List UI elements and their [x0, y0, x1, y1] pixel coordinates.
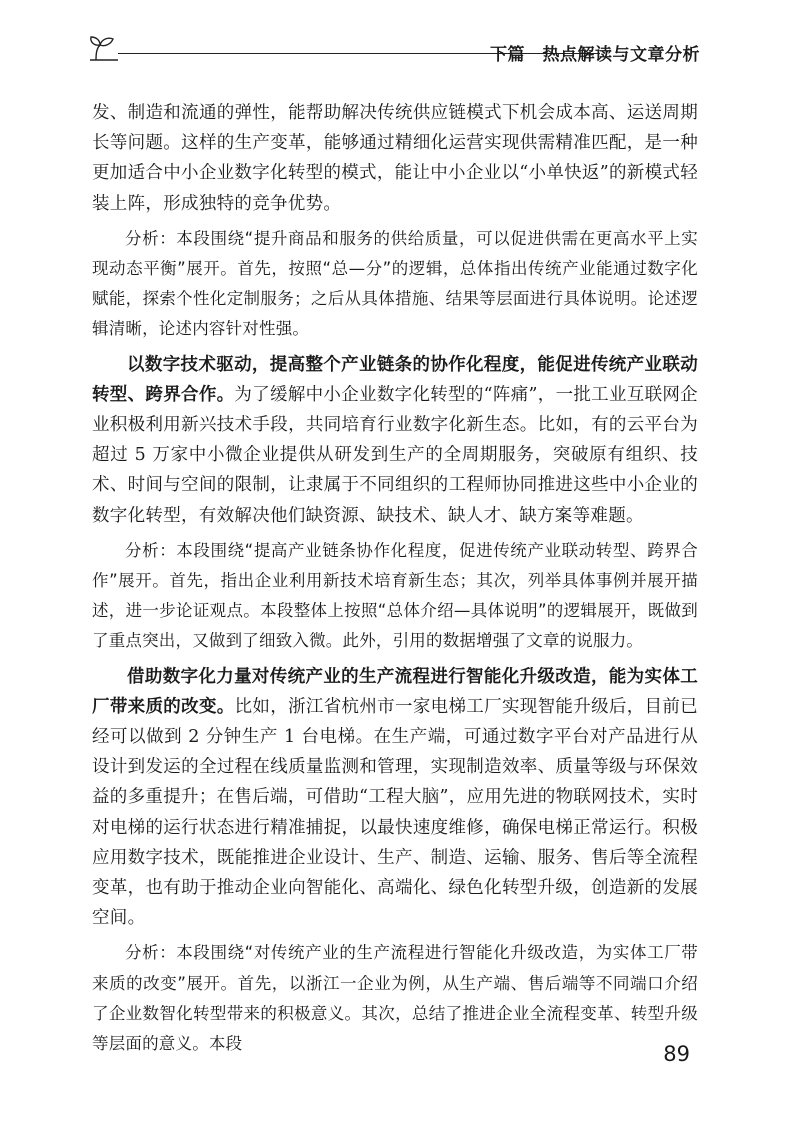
sprout-icon — [88, 34, 120, 64]
paragraph-lead-sentence: 借助数字化力量对传统产业的生产流程进行智能化升级改造，能为实体工厂带来质的改变。 — [92, 666, 698, 717]
body-paragraph — [92, 350, 698, 531]
section-title: 下篇 热点解读与文章分析 — [490, 45, 700, 65]
page-body — [92, 98, 698, 1064]
paragraph-text: 比如，浙江省杭州市一家电梯工厂实现智能升级后，目前已经可以做到 2 分钟生产 1 台电梯。在生产端，可通过数字平台对产品进行从设计到发运的全过程在线质量监测和管理，实现制造效率、质量等级与环保效益的多重提升；在售后端，可借助“工程大脑”，应用先进的物联网技术，实时对电梯的运行状态进行精准捕捉，以最快速度维修，确保电梯正常运行。积极应用数字技术，既能推进企业设计、生产、制造、运输、服务、售后等全流程变革，也有助于推动企业向智能化、高端化、绿色化转型升级，创造新的发展空间。 — [92, 696, 698, 929]
analysis-paragraph: 分析：本段围绕“对传统产业的生产流程进行智能化升级改造，为实体工厂带来质的改变”展开。首先，以浙江一企业为例，从生产端、售后端等不同端口介绍了企业数智化转型带来的积极意义。其次，总结了推进企业全流程变革、转型升级等层面的意义。本段 — [92, 943, 698, 1054]
body-paragraph — [92, 662, 698, 934]
analysis-paragraph: 分析：本段围绕“提高产业链条协作化程度，促进传统产业联动转型、跨界合作”展开。首先，指出企业利用新技术培育新生态；其次，列举具体事例并展开描述，进一步论证观点。本段整体上按照“总体介绍—具体说明”的逻辑展开，既做到了重点突出，又做到了细致入微。此外，引用的数据增强了文章的说服力。 — [92, 540, 698, 651]
page-number: 89 — [663, 1042, 690, 1066]
paragraph-lead-sentence: 以数字技术驱动，提高整个产业链条的协作化程度，能促进传统产业联动转型、跨界合作。 — [92, 354, 698, 405]
analysis-paragraph: 分析：本段围绕“提升商品和服务的供给质量，可以促进供需在更高水平上实现动态平衡”展开。首先，按照“总—分”的逻辑，总体指出传统产业能通过数字化赋能，探索个性化定制服务；之后从具体措施、结果等层面进行具体说明。论述逻辑清晰，论述内容针对性强。 — [92, 228, 698, 339]
paragraph-text: 为了缓解中小企业数字化转型的“阵痛”，一批工业互联网企业积极利用新兴技术手段，共同培育行业数字化新生态。比如，有的云平台为超过 5 万家中小微企业提供从研发到生产的全周期服务，突破原有组织、技术、时间与空间的限制，让隶属于不同组织的工程师协同推进这些中小企业的数字化转型，有效解决他们缺资源、缺技术、缺人才、缺方案等难题。 — [92, 384, 698, 526]
running-header — [88, 34, 700, 64]
body-paragraph: 发、制造和流通的弹性，能帮助解决传统供应链模式下机会成本高、运送周期长等问题。这样的生产变革，能够通过精细化运营实现供需精准匹配，是一种更加适合中小企业数字化转型的模式，能让中小企业以“小单快返”的新模式轻装上阵，形成独特的竞争优势。 — [92, 103, 698, 214]
